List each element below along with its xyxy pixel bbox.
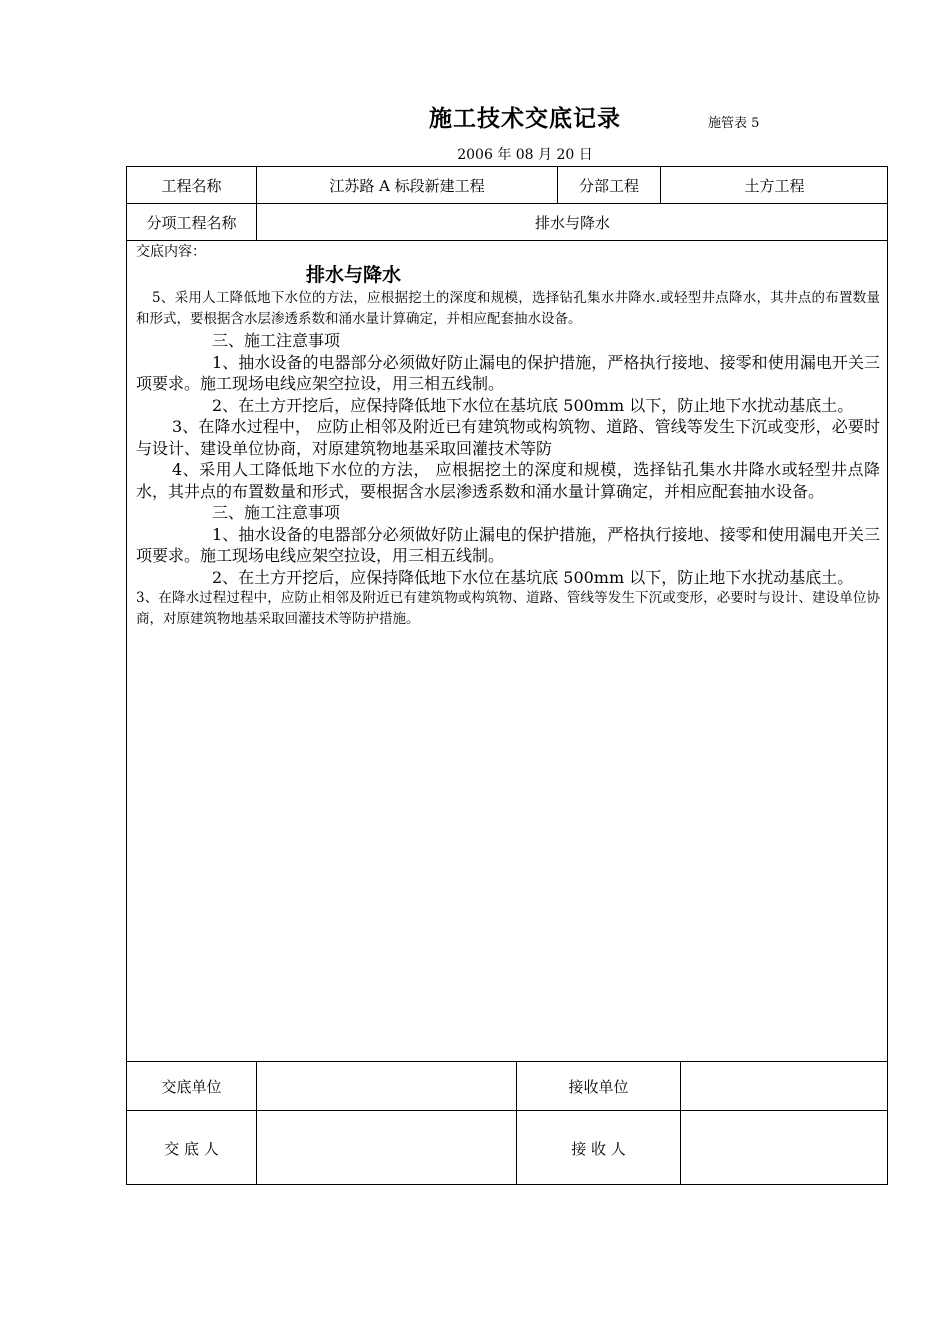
subitem-value: 排水与降水 xyxy=(534,213,610,232)
content-paragraph: 3、在降水过程中， 应防止相邻及附近已有建筑物或构筑物、道路、管线等发生下沉或变形，必要时与设计、建设单位协商，对原建筑物地基采取回灌技术等防 xyxy=(136,417,880,458)
disclosure-content xyxy=(136,242,880,630)
content-section-heading: 三、施工注意事项 xyxy=(212,503,341,522)
division-value: 土方工程 xyxy=(744,176,805,195)
content-paragraph: 5、采用人工降低地下水位的方法，应根据挖土的深度和规模，选择钻孔集水井降水.或轻型井点降水，其井点的布置数量和形式，要根据含水层渗透系数和涌水量计算确定，并相应配套抽水设备。 xyxy=(136,290,880,327)
content-paragraph: 3、在降水过程过程中，应防止相邻及附近已有建筑物或构筑物、道路、管线等发生下沉或变形，必要时与设计、建设单位协商，对原建筑物地基采取回灌技术等防护措施。 xyxy=(136,590,880,627)
receiving-unit-value xyxy=(681,1062,888,1110)
issuer-label: 交 底 人 xyxy=(164,1139,219,1158)
content-label: 交底内容： xyxy=(136,244,206,260)
document-date: 2006 年 08 月 20 日 xyxy=(457,147,593,163)
project-name-label: 工程名称 xyxy=(161,176,222,195)
subitem-label: 分项工程名称 xyxy=(146,213,237,232)
receiving-unit-label: 接收单位 xyxy=(568,1077,629,1096)
content-paragraph: 2、在土方开挖后，应保持降低地下水位在基坑底 500mm 以下，防止地下水扰动基底土。 xyxy=(212,395,854,415)
content-paragraph: 4、采用人工降低地下水位的方法， 应根据挖土的深度和规模，选择钻孔集水井降水或轻型井点降水，其井点的布置数量和形式，要根据含水层渗透系数和涌水量计算确定，并相应配套抽水设备。 xyxy=(136,460,880,501)
document-title: 施工技术交底记录 xyxy=(429,105,621,132)
form-number: 施管表 5 xyxy=(708,116,760,131)
content-paragraph: 2、在土方开挖后，应保持降低地下水位在基坑底 500mm 以下，防止地下水扰动基底土。 xyxy=(212,567,854,587)
issuing-unit-label: 交底单位 xyxy=(161,1077,222,1096)
issuer-value xyxy=(257,1111,516,1185)
content-section-heading: 三、施工注意事项 xyxy=(212,331,341,350)
division-label: 分部工程 xyxy=(578,176,639,195)
issuing-unit-value xyxy=(257,1062,516,1110)
content-subtitle: 排水与降水 xyxy=(306,264,402,286)
receiver-label: 接 收 人 xyxy=(571,1139,626,1158)
receiver-value xyxy=(681,1111,888,1185)
content-paragraph: 1、抽水设备的电器部分必须做好防止漏电的保护措施，严格执行接地、接零和使用漏电开关三项要求。施工现场电线应架空拉设，用三相五线制。 xyxy=(136,352,880,393)
project-name-value: 江苏路 A 标段新建工程 xyxy=(329,176,485,195)
row-divider xyxy=(127,240,887,241)
content-paragraph: 1、抽水设备的电器部分必须做好防止漏电的保护措施，严格执行接地、接零和使用漏电开关三项要求。施工现场电线应架空拉设，用三相五线制。 xyxy=(136,524,880,565)
